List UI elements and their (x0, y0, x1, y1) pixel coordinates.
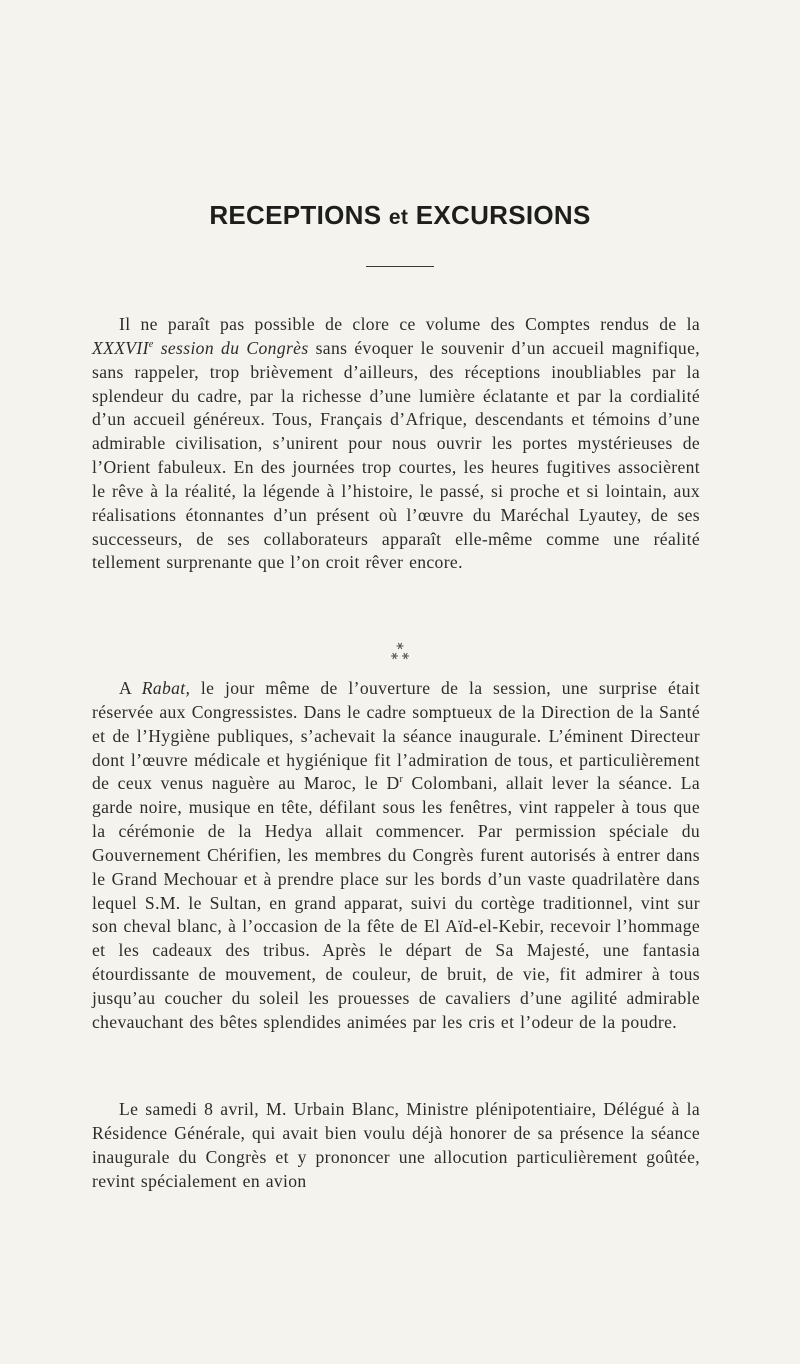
paragraph-rabat-text-3: Colombani, allait lever la séance. La garde noire, musique en tête, défilant sous les fenêtres, vint rappeler à tous que la cérémonie de la Hedya allait commencer. Par permission spéciale du Gouvernement Chérifien, les membres du Congrès furent autorisés à entrer dans le Grand Mechouar et à prendre place sur les bords d’un vaste quadrilatère dans lequel S.M. le Sultan, en grand apparat, suivi du cortège traditionnel, vint sur son cheval blanc, à l’occasion de la fête de El Aïd-el-Kebir, recevoir l’hommage et les cadeaux des tribus. Après le départ de Sa Majesté, une fantasia étourdissante de mouvement, de couleur, de bruit, de vie, fit admirer à tous jusqu’au coucher du soleil les prouesses de cavaliers d’une agilité admirable chevauchant des bêtes splendides animées par les cris et l’odeur de la poudre. (92, 773, 700, 1032)
title-word-receptions: RECEPTIONS (209, 200, 382, 230)
paragraph-intro-text-2: sans évoquer le souvenir d’un accueil magnifique, sans rappeler, trop brièvement d’ailleurs, des réceptions inoubliables par la splendeur du cadre, par la richesse d’une lumière éclatante et par la cordialité d’un accueil généreux. Tous, Français d’Afrique, descendants et témoins d’une admirable civilisation, s’unirent pour nous ouvrir les portes mystérieuses de l’Orient fabuleux. En des journées trop courtes, les heures fugitives associèrent le rêve à la réalité, la légende à l’histoire, le passé, si proche et si lointain, aux réalisations étonnantes d’un présent où l’œuvre du Maréchal Lyautey, de ses successeurs, de ses collaborateurs apparaît elle-même comme une réalité tellement surprenante que l’on croit rêver encore. (92, 337, 700, 573)
session-reference (92, 338, 309, 358)
title-divider (366, 266, 434, 267)
asterism-icon (380, 640, 420, 664)
paragraph-intro-text-1: Il ne paraît pas possible de clore ce volume des Comptes rendus de la (119, 314, 700, 334)
title-word-et: et (388, 206, 409, 229)
paragraph-rabat-text-1: A (119, 678, 142, 698)
title-word-excursions: EXCURSIONS (415, 200, 591, 230)
session-ordinal-suffix: e (148, 338, 154, 350)
paragraph-rabat-text-2: le jour même de l’ouverture de la session, une surprise était réservée aux Congressistes. Dans le cadre somptueux de la Direction de la Santé et de l’Hygiène publiques, s’achevait la séance inaugurale. L’éminent Directeur dont l’œuvre médicale et hygiénique fit l’admiration de tous, et particulièrement de ceux venus naguère au Maroc, le D (92, 678, 700, 794)
paragraph-samedi-text: Le samedi 8 avril, M. Urbain Blanc, Ministre plénipotentiaire, Délégué à la Résidence Générale, qui avait bien voulu déjà honorer de sa présence la séance inaugurale du Congrès et y prononcer une allocution particulièrement goûtée, revint spécialement en avion (92, 1099, 700, 1191)
doctor-abbrev-suffix: r (399, 774, 404, 786)
session-number: XXXVII (92, 337, 149, 358)
paragraph-intro (92, 313, 700, 575)
session-label: session du Congrès (153, 337, 309, 358)
place-name-rabat: Rabat, (141, 678, 191, 698)
page-title (0, 200, 800, 231)
paragraph-rabat (92, 677, 700, 1035)
paragraph-samedi (92, 1098, 700, 1193)
